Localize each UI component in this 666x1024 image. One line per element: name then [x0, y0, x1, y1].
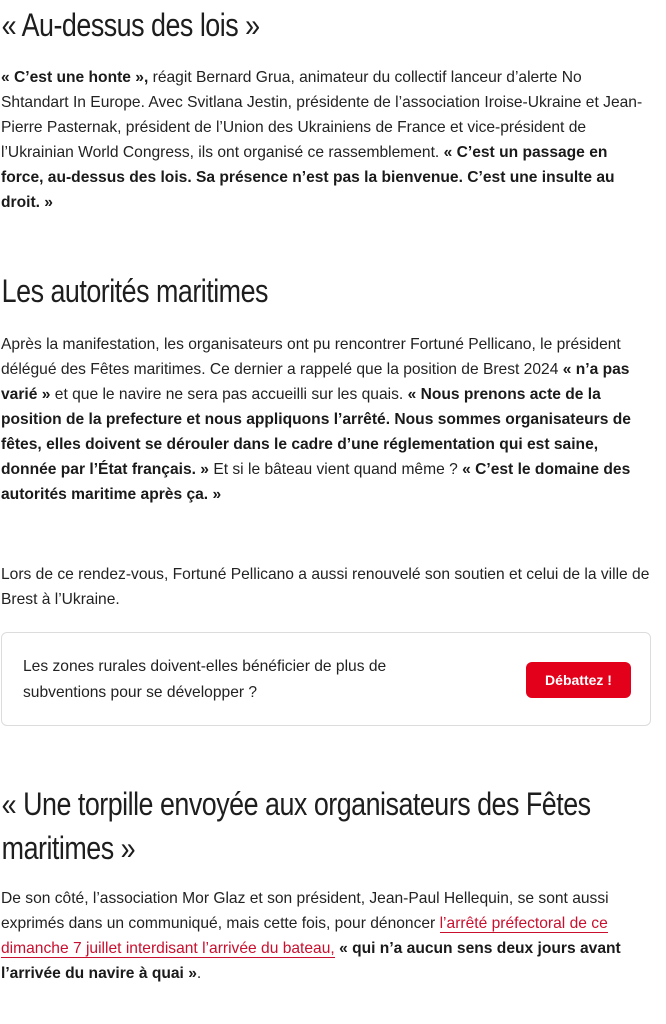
- heading-line-1: « Une torpille envoyée aux organisateurs des Fêtes: [1, 786, 591, 822]
- debate-button[interactable]: Débattez !: [526, 662, 631, 698]
- paragraph-text: .: [196, 965, 202, 982]
- quote-prefecture-position: « Nous prenons acte de la position de la prefecture et nous appliquons l’arrêté. Nous sommes organisateurs de fêtes, elles doivent se dérouler dans le cadre d’une réglementation qui est saine, donnée par l’État français. »: [1, 386, 631, 478]
- paragraph-text: et que le navire ne sera pas accueilli sur les quais.: [50, 386, 408, 403]
- quote-no-sense: « qui n’a aucun sens deux jours avant l’arrivée du navire à quai »: [1, 940, 621, 982]
- section-heading-maritime-authorities: Les autorités maritimes: [1, 273, 268, 309]
- paragraph-text: Après la manifestation, les organisateurs ont pu rencontrer Fortuné Pellicano, le président délégué des Fêtes maritimes. Ce dernier a rappelé que la position de Brest 2024: [1, 336, 621, 378]
- paragraph-meeting: [0, 332, 651, 507]
- heading-line-2: maritimes »: [1, 830, 136, 866]
- paragraph-mor-glaz: [0, 886, 641, 986]
- paragraph-support-ukraine: Lors de ce rendez-vous, Fortuné Pellicano a aussi renouvelé son soutien et celui de la ville de Brest à l’Ukraine.: [1, 566, 650, 608]
- debate-widget: [1, 632, 651, 726]
- paragraph-text: réagit Bernard Grua, animateur du collectif lanceur d’alerte No Shtandart In Europe. Avec Svitlana Jestin, présidente de l’association Iroise-Ukraine et Jean-Pierre Pasternak, président de l’Union des Ukrainiens de France et vice-président de l’Ukrainian World Congress, ils ont organisé ce rassemblement.: [1, 69, 643, 161]
- section-heading-above-the-law: « Au-dessus des lois »: [1, 7, 260, 43]
- paragraph-text: De son côté, l’association Mor Glaz et son président, Jean-Paul Hellequin, se sont aussi exprimés dans un communiqué, mais cette fois, pour dénoncer: [1, 890, 609, 932]
- prefectoral-decree-link[interactable]: l’arrêté préfectoral de ce dimanche 7 juillet interdisant l’arrivée du bateau,: [1, 915, 608, 957]
- quote-maritime-authorities: « C’est le domaine des autorités maritime après ça. »: [1, 461, 631, 503]
- quote-shame: « C’est une honte »,: [1, 69, 149, 86]
- debate-question: Les zones rurales doivent-elles bénéficier de plus de subventions pour se développer ?: [23, 658, 387, 701]
- quote-not-varied: « n’a pas varié »: [1, 361, 630, 403]
- paragraph-shame-quote: [0, 65, 651, 215]
- quote-force-passage: « C’est un passage en force, au-dessus des lois. Sa présence n’est pas la bienvenue. C’est une insulte au droit. »: [1, 144, 615, 211]
- paragraph-text: Et si le bâteau vient quand même ?: [208, 461, 463, 478]
- section-heading-torpedo-wrapper: [0, 782, 660, 870]
- section-heading-torpedo: [0, 782, 591, 870]
